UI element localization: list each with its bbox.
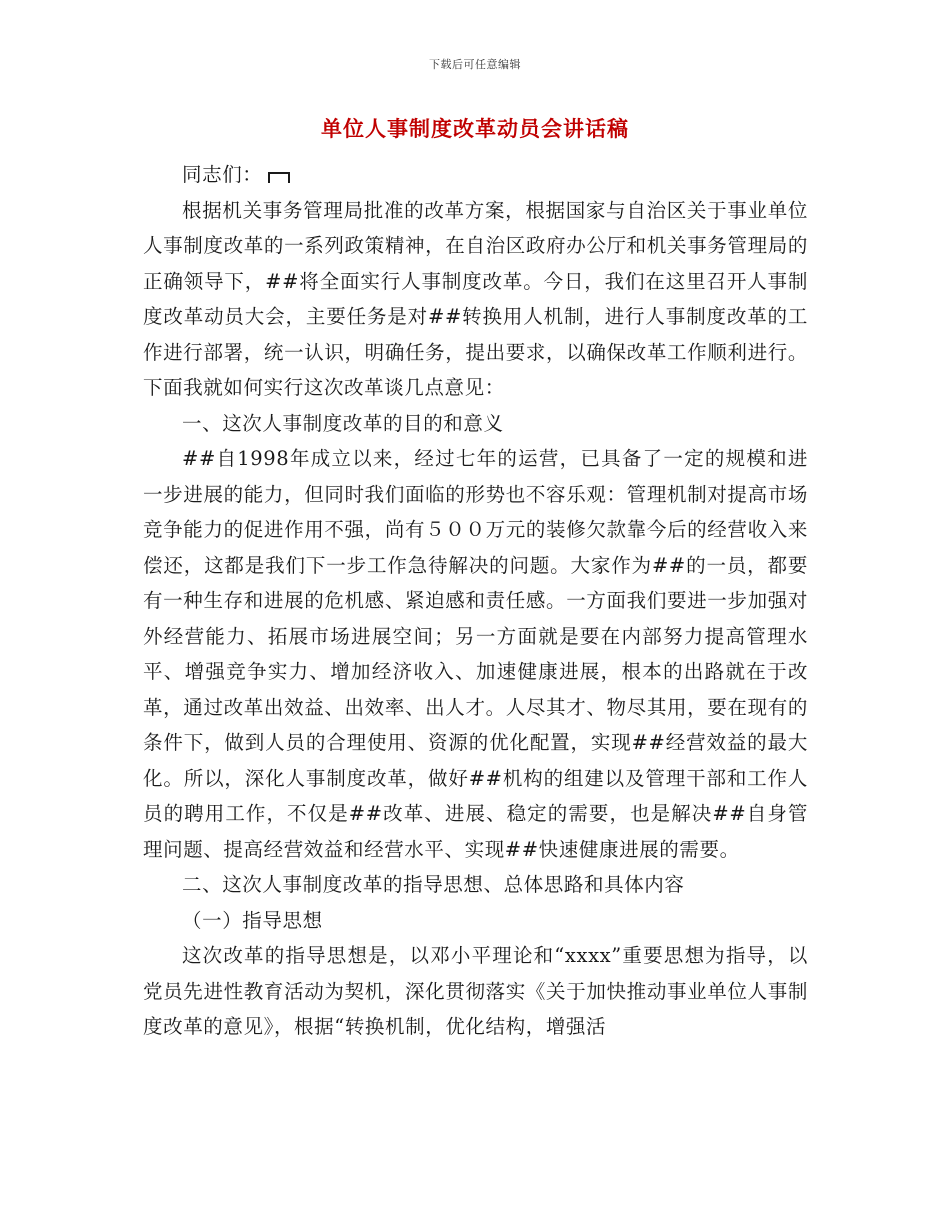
bracket-mark-icon bbox=[268, 172, 290, 183]
header-note: 下载后可任意编辑 bbox=[429, 58, 521, 71]
section-heading-2: 二、这次人事制度改革的指导思想、总体思路和具体内容 bbox=[182, 873, 685, 896]
paragraph-guiding-thought: 这次改革的指导思想是，以邓小平理论和“xxxx”重要思想为指导，以党员先进性教育活动为契机，深化贯彻落实《关于加快推动事业单位人事制度改革的意见》，根据“转换机制，优化结构，增强活 bbox=[143, 944, 808, 1038]
greeting-line bbox=[143, 157, 808, 193]
subsection-heading-1: （一）指导思想 bbox=[182, 908, 323, 932]
section-heading-1: 一、这次人事制度改革的目的和意义 bbox=[182, 411, 504, 435]
paragraph-intro: 根据机关事务管理局批准的改革方案，根据国家与自治区关于事业单位人事制度改革的一系列政策精神，在自治区政府办公厅和机关事务管理局的正确领导下，##将全面实行人事制度改革。今日，我们在这里召开人事制度改革动员大会，主要任务是对##转换用人机制，进行人事制度改革的工作进行部署，统一认识，明确任务，提出要求，以确保改革工作顺利进行。下面我就如何实行这次改革谈几点意见： bbox=[143, 198, 808, 399]
paragraph-purpose: ##自1998年成立以来，经过七年的运营，已具备了一定的规模和进一步进展的能力，但同时我们面临的形势也不容乐观：管理机制对提高市场竞争能力的促进作用不强，尚有５００万元的装修欠款靠今后的经营收入来偿还，这都是我们下一步工作急待解决的问题。大家作为##的一员，都要有一种生存和进展的危机感、紧迫感和责任感。一方面我们要进一步加强对外经营能力、拓展市场进展空间；另一方面就是要在内部努力提高管理水平、增强竞争实力、增加经济收入、加速健康进展，根本的出路就在于改革，通过改革出效益、出效率、出人才。人尽其才、物尽其用，要在现有的条件下，做到人员的合理使用、资源的优化配置，实现##经营效益的最大化。所以，深化人事制度改革，做好##机构的组建以及管理干部和工作人员的聘用工作，不仅是##改革、进展、稳定的需要，也是解决##自身管理问题、提高经营效益和经营水平、实现##快速健康进展的需要。 bbox=[143, 447, 808, 861]
document-title: 单位人事制度改革动员会讲话稿 bbox=[321, 117, 629, 141]
greeting: 同志们： bbox=[182, 163, 263, 186]
document-body bbox=[143, 157, 808, 1045]
